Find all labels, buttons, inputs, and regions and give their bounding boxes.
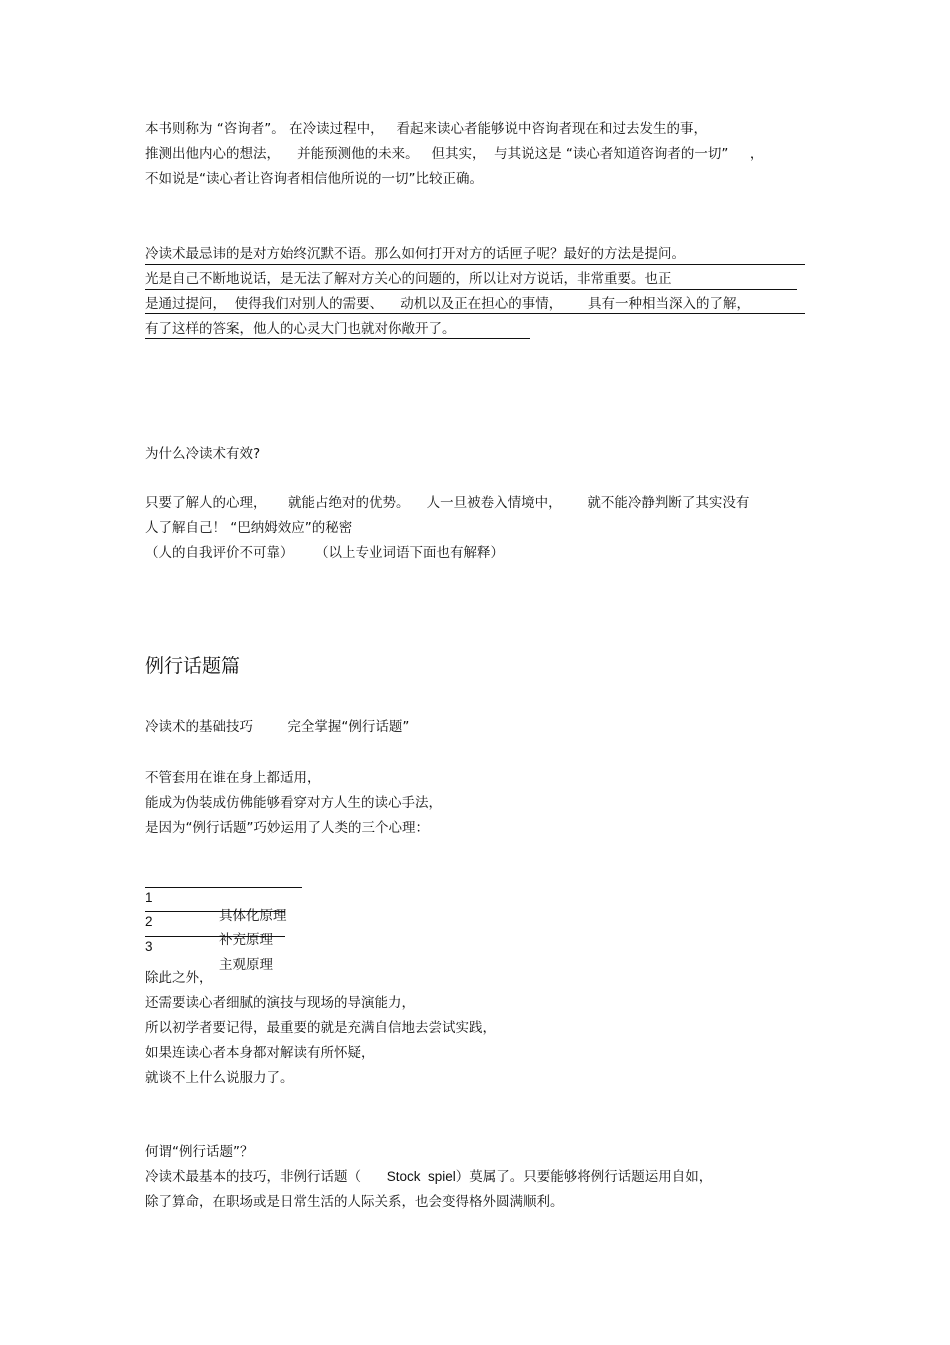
text-line: 所以初学者要记得，最重要的就是充满自信地去尝试实践， <box>145 1020 496 1036</box>
text-line: 如果连读心者本身都对解读有所怀疑， <box>145 1045 375 1061</box>
underline <box>145 264 805 265</box>
text-line: 除了算命，在职场或是日常生活的人际关系，也会变得格外圆满顺利。 <box>145 1194 564 1210</box>
text-line: 有了这样的答案，他人的心灵大门也就对你敞开了。 <box>145 321 456 337</box>
underline <box>145 313 805 314</box>
text-line: 就谈不上什么说服力了。 <box>145 1070 294 1086</box>
text-line: 冷读术最忌讳的是对方始终沉默不语。那么如何打开对方的话匣子呢？最好的方法是提问。 <box>145 246 685 262</box>
section-title: 何谓“例行话题”？ <box>145 1144 254 1160</box>
underline <box>145 289 797 290</box>
text-line: 除此之外， <box>145 970 213 986</box>
underline <box>145 911 285 912</box>
text-line: 不如说是“读心者让咨询者相信他所说的一切”比较正确。 <box>145 171 483 187</box>
text-line: 只要了解人的心理， 就能占绝对的优势。 人一旦被卷入情境中， 就不能冷静判断了其实没有 <box>145 495 750 511</box>
text-line: 能成为伪装成仿佛能够看穿对方人生的读心手法， <box>145 795 442 811</box>
text-line: 是通过提问， 使得我们对别人的需要、 动机以及正在担心的事情， 具有一种相当深入的了解， <box>145 296 750 312</box>
subtitle: 冷读术的基础技巧 完全掌握“例行话题” <box>145 719 410 735</box>
underline <box>145 936 285 937</box>
list-number: 1 <box>145 890 153 905</box>
text-line: 本书则称为 “咨询者”。 在冷读过程中， 看起来读心者能够说中咨询者现在和过去发生的事， <box>145 121 707 137</box>
text-segment: 冷读术最基本的技巧，非例行话题（ <box>145 1169 387 1185</box>
text-line: 是因为“例行话题”巧妙运用了人类的三个心理： <box>145 820 429 836</box>
text-line: 光是自己不断地说话，是无法了解对方关心的问题的，所以让对方说话，非常重要。也正 <box>145 271 672 287</box>
text-segment: ）莫属了。只要能够将例行话题运用自如， <box>455 1169 713 1185</box>
stock-spiel-term: Stock spiel <box>386 1169 456 1184</box>
list-text: 补充原理 <box>219 932 273 948</box>
list-number: 2 <box>145 914 153 929</box>
text-line: 推测出他内心的想法， 并能预测他的未来。 但其实， 与其说这是 “读心者知道咨询者的一切” ， <box>145 146 764 162</box>
text-line <box>145 1168 712 1186</box>
chapter-heading: 例行话题篇 <box>145 655 241 677</box>
section-title: 为什么冷读术有效? <box>145 446 261 462</box>
list-text: 主观原理 <box>219 957 273 973</box>
text-line: 人了解自己！ “巴纳姆效应”的秘密 <box>145 520 353 536</box>
list-number: 3 <box>145 939 153 954</box>
text-line: （人的自我评价不可靠） （以上专业词语下面也有解释） <box>145 545 504 561</box>
underline <box>145 338 530 339</box>
underline <box>145 887 302 888</box>
text-line: 不管套用在谁在身上都适用， <box>145 770 321 786</box>
text-line: 还需要读心者细腻的演技与现场的导演能力， <box>145 995 415 1011</box>
list-text: 具体化原理 <box>219 908 287 924</box>
